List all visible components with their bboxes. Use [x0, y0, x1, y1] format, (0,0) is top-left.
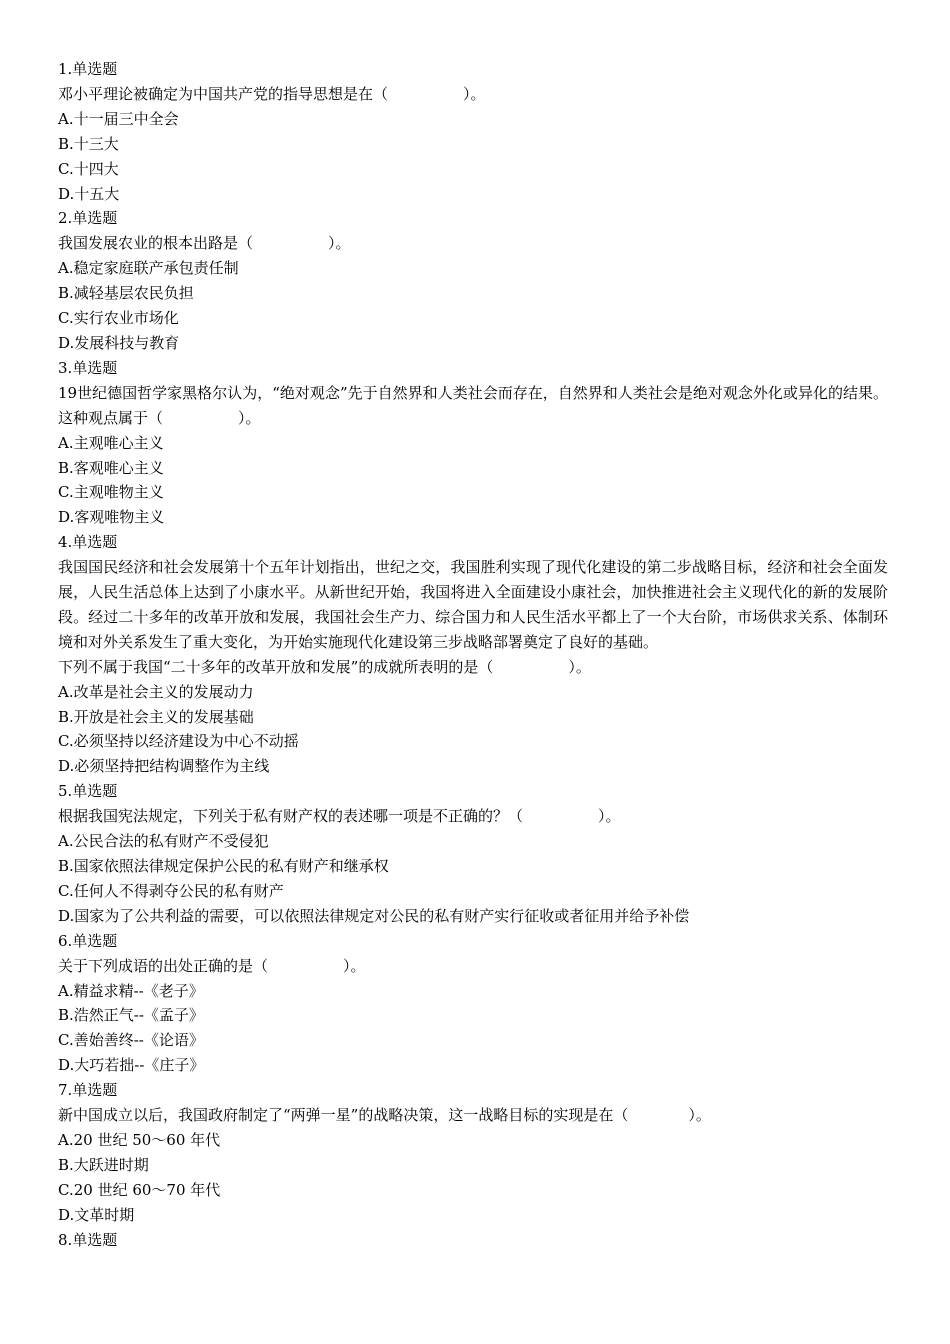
question-header: 3.单选题 — [58, 358, 118, 377]
question-stem: 我国发展农业的根本出路是（ ）。 — [58, 234, 351, 253]
question-stem: 下列不属于我国“二十多年的改革开放和发展”的成就所表明的是（ ）。 — [58, 657, 591, 676]
question-stem: 邓小平理论被确定为中国共产党的指导思想是在（ ）。 — [58, 84, 486, 103]
question-header: 1.单选题 — [58, 60, 118, 78]
question-stem: 新中国成立以后，我国政府制定了“两弹一星”的战略决策，这一战略目标的实现是在（ ）。 — [58, 1106, 711, 1125]
question-stem: 关于下列成语的出处正确的是（ ）。 — [58, 956, 366, 975]
option-c: C.必须坚持以经济建设为中心不动摇 — [58, 732, 299, 751]
option-a: A.十一届三中全会 — [58, 109, 179, 128]
question-header: 2.单选题 — [58, 209, 118, 228]
option-c: C.善始善终--《论语》 — [58, 1031, 204, 1050]
option-a: A.精益求精--《老子》 — [58, 981, 204, 1000]
option-c: C.十四大 — [58, 159, 119, 178]
option-b: B.开放是社会主义的发展基础 — [58, 707, 254, 726]
option-b: B.国家依照法律规定保护公民的私有财产和继承权 — [58, 857, 389, 875]
option-c: C.任何人不得剥夺公民的私有财产 — [58, 881, 284, 900]
option-d: D.客观唯物主义 — [58, 508, 165, 527]
question-3 — [58, 356, 888, 530]
option-d: D.国家为了公共利益的需要，可以依照法律规定对公民的私有财产实行征收或者征用并给予补偿 — [58, 906, 690, 925]
option-b: B.减轻基层农民负担 — [58, 284, 194, 303]
option-b: B.大跃进时期 — [58, 1155, 149, 1174]
question-stem: 根据我国宪法规定，下列关于私有财产权的表述哪一项是不正确的？（ ）。 — [58, 807, 621, 826]
option-d: D.大巧若拙--《庄子》 — [58, 1056, 205, 1075]
option-a: A.稳定家庭联产承包责任制 — [58, 259, 239, 278]
question-header: 7.单选题 — [58, 1081, 118, 1100]
question-stem: 19世纪德国哲学家黑格尔认为，“绝对观念”先于自然界和人类社会而存在，自然界和人类社会是绝对观念外化或异化的结果。这种观点属于（ ）。 — [58, 383, 888, 427]
question-6 — [58, 929, 888, 1078]
question-header: 5.单选题 — [58, 782, 118, 801]
option-b: B.十三大 — [58, 134, 119, 153]
question-1 — [58, 57, 888, 206]
question-2 — [58, 206, 888, 355]
option-a: A.公民合法的私有财产不受侵犯 — [58, 832, 269, 851]
question-5 — [58, 779, 888, 928]
option-b: B.浩然正气--《孟子》 — [58, 1006, 204, 1025]
option-a: A.主观唯心主义 — [58, 433, 164, 452]
option-a: A.20 世纪 50～60 年代 — [58, 1130, 221, 1149]
question-header: 6.单选题 — [58, 931, 118, 950]
question-passage: 我国国民经济和社会发展第十个五年计划指出，世纪之交，我国胜利实现了现代化建设的第二步战略目标，经济和社会全面发展，人民生活总体上达到了小康水平。从新世纪开始，我国将进入全面建设小康社会，加快推进社会主义现代化的新的发展阶段。经过二十多年的改革开放和发展，我国社会生产力、综合国力和人民生活水平都上了一个大台阶，市场供求关系、体制环境和对外关系发生了重大变化，为开始实施现代化建设第三步战略部署奠定了良好的基础。 — [58, 558, 888, 651]
question-4 — [58, 530, 888, 779]
option-d: D.十五大 — [58, 184, 120, 203]
option-d: D.文革时期 — [58, 1205, 135, 1224]
option-a: A.改革是社会主义的发展动力 — [58, 682, 254, 701]
question-header: 4.单选题 — [58, 533, 118, 552]
question-header: 8.单选题 — [58, 1230, 118, 1249]
question-7 — [58, 1078, 888, 1227]
option-d: D.必须坚持把结构调整作为主线 — [58, 757, 270, 776]
option-d: D.发展科技与教育 — [58, 333, 180, 352]
exam-page — [58, 57, 888, 1253]
option-c: C.实行农业市场化 — [58, 309, 179, 328]
option-c: C.20 世纪 60～70 年代 — [58, 1180, 221, 1199]
question-8 — [58, 1228, 888, 1253]
option-b: B.客观唯心主义 — [58, 458, 164, 477]
option-c: C.主观唯物主义 — [58, 483, 164, 502]
